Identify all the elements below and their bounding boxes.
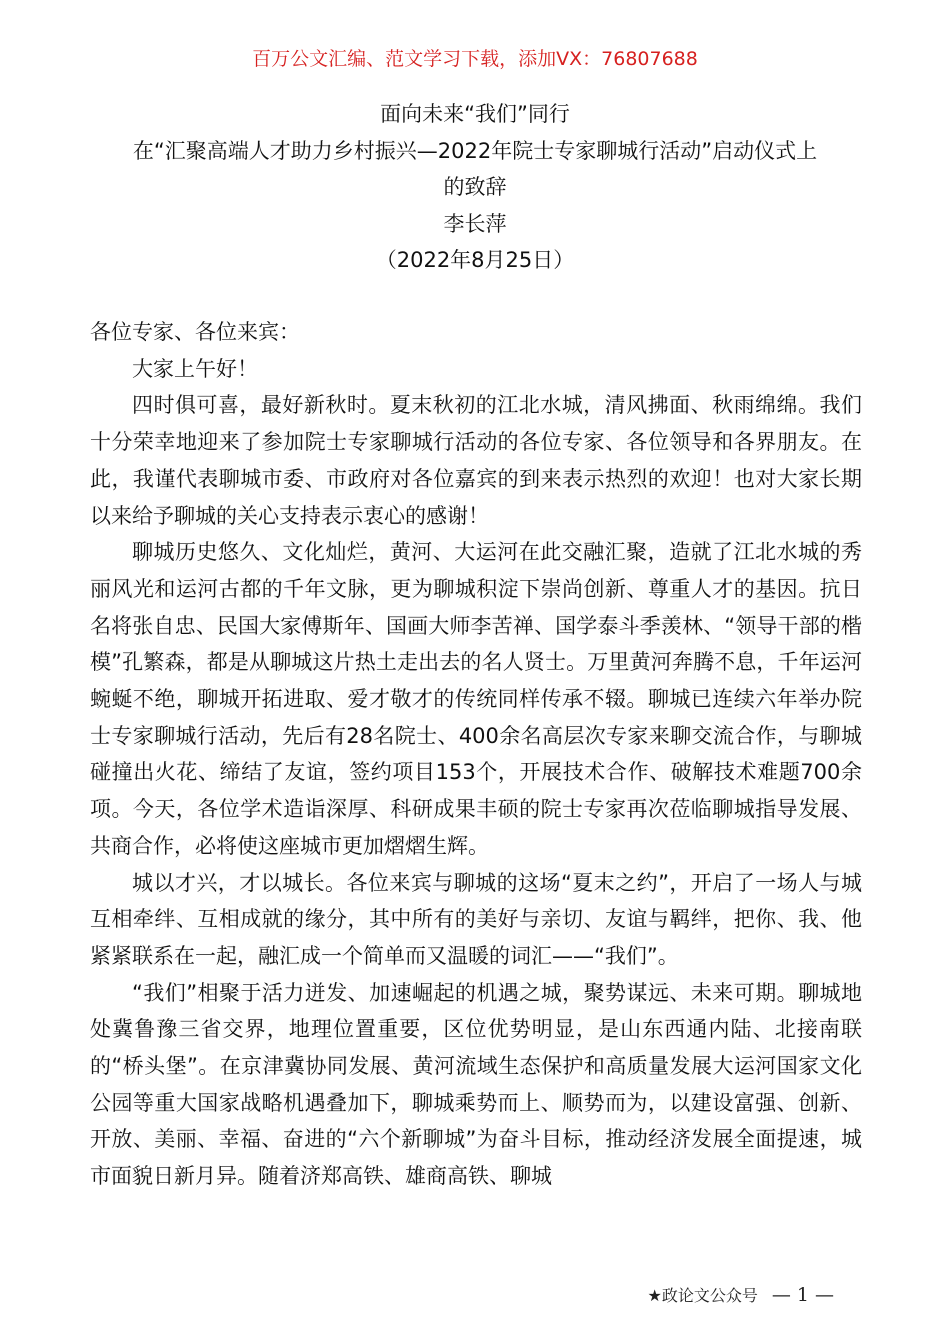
paragraph: 城以才兴，才以城长。各位来宾与聊城的这场“夏末之约”，开启了一场人与城互相牵绊、互相成就的缘分，其中所有的美好与亲切、友谊与羁绊，把你、我、他紧紧联系在一起，融汇成一个简单而又温暖的词汇——“我们”。 [90,870,862,968]
document-author: 李长萍 [443,211,507,236]
footer-source: ★政论文公众号 [647,1286,758,1305]
salutation: 各位专家、各位来宾： [90,320,300,344]
paragraph-greeting: 大家上午好！ [132,356,258,381]
paragraph: 聊城历史悠久、文化灿烂，黄河、大运河在此交融汇聚，造就了江北水城的秀丽风光和运河古都的千年文脉，更为聊城积淀下崇尚创新、尊重人才的基因。抗日名将张自忠、民国大家傅斯年、国画大师李苦禅、国学泰斗季羡林、“领导干部的楷模”孔繁森，都是从聊城这片热土走出去的名人贤士。万里黄河奔腾不息，千年运河蜿蜒不绝，聊城开拓进取、爱才敬才的传统同样传承不辍。聊城已连续六年举办院士专家聊城行活动，先后有28名院士、400余名高层次专家来聊交流合作，与聊城碰撞出火花、缔结了友谊，签约项目153个，开展技术合作、破解技术难题700余项。今天，各位学术造诣深厚、科研成果丰硕的院士专家再次莅临聊城指导发展、共商合作，必将使这座城市更加熠熠生辉。 [90,540,862,858]
document-body [90,314,862,1195]
promo-banner: 百万公文汇编、范文学习下载，添加VX：76807688 [252,48,698,70]
page-footer [647,1282,834,1309]
paragraph: 四时俱可喜，最好新秋时。夏末秋初的江北水城，清风拂面、秋雨绵绵。我们十分荣幸地迎来了参加院士专家聊城行活动的各位专家、各位领导和各界朋友。在此，我谨代表聊城市委、市政府对各位嘉宾的到来表示热烈的欢迎！也对大家长期以来给予聊城的关心支持表示衷心的感谢！ [90,393,862,528]
document-heading [80,96,870,279]
document-title: 面向未来“我们”同行 [380,102,570,126]
page-number: — 1 — [771,1284,834,1306]
document-subtitle-line-2: 的致辞 [443,175,507,199]
document-date: （2022年8月25日） [375,248,575,272]
paragraph: “我们”相聚于活力迸发、加速崛起的机遇之城，聚势谋远、未来可期。聊城地处冀鲁豫三省交界，地理位置重要，区位优势明显，是山东西通内陆、北接南联的“桥头堡”。在京津冀协同发展、黄河流域生态保护和高质量发展大运河国家文化公园等重大国家战略机遇叠加下，聊城乘势而上、顺势而为，以建设富强、创新、开放、美丽、幸福、奋进的“六个新聊城”为奋斗目标，推动经济发展全面提速，城市面貌日新月异。随着济郑高铁、雄商高铁、聊城 [90,980,862,1189]
document-subtitle-line-1: 在“汇聚高端人才助力乡村振兴—2022年院士专家聊城行活动”启动仪式上 [132,138,818,163]
